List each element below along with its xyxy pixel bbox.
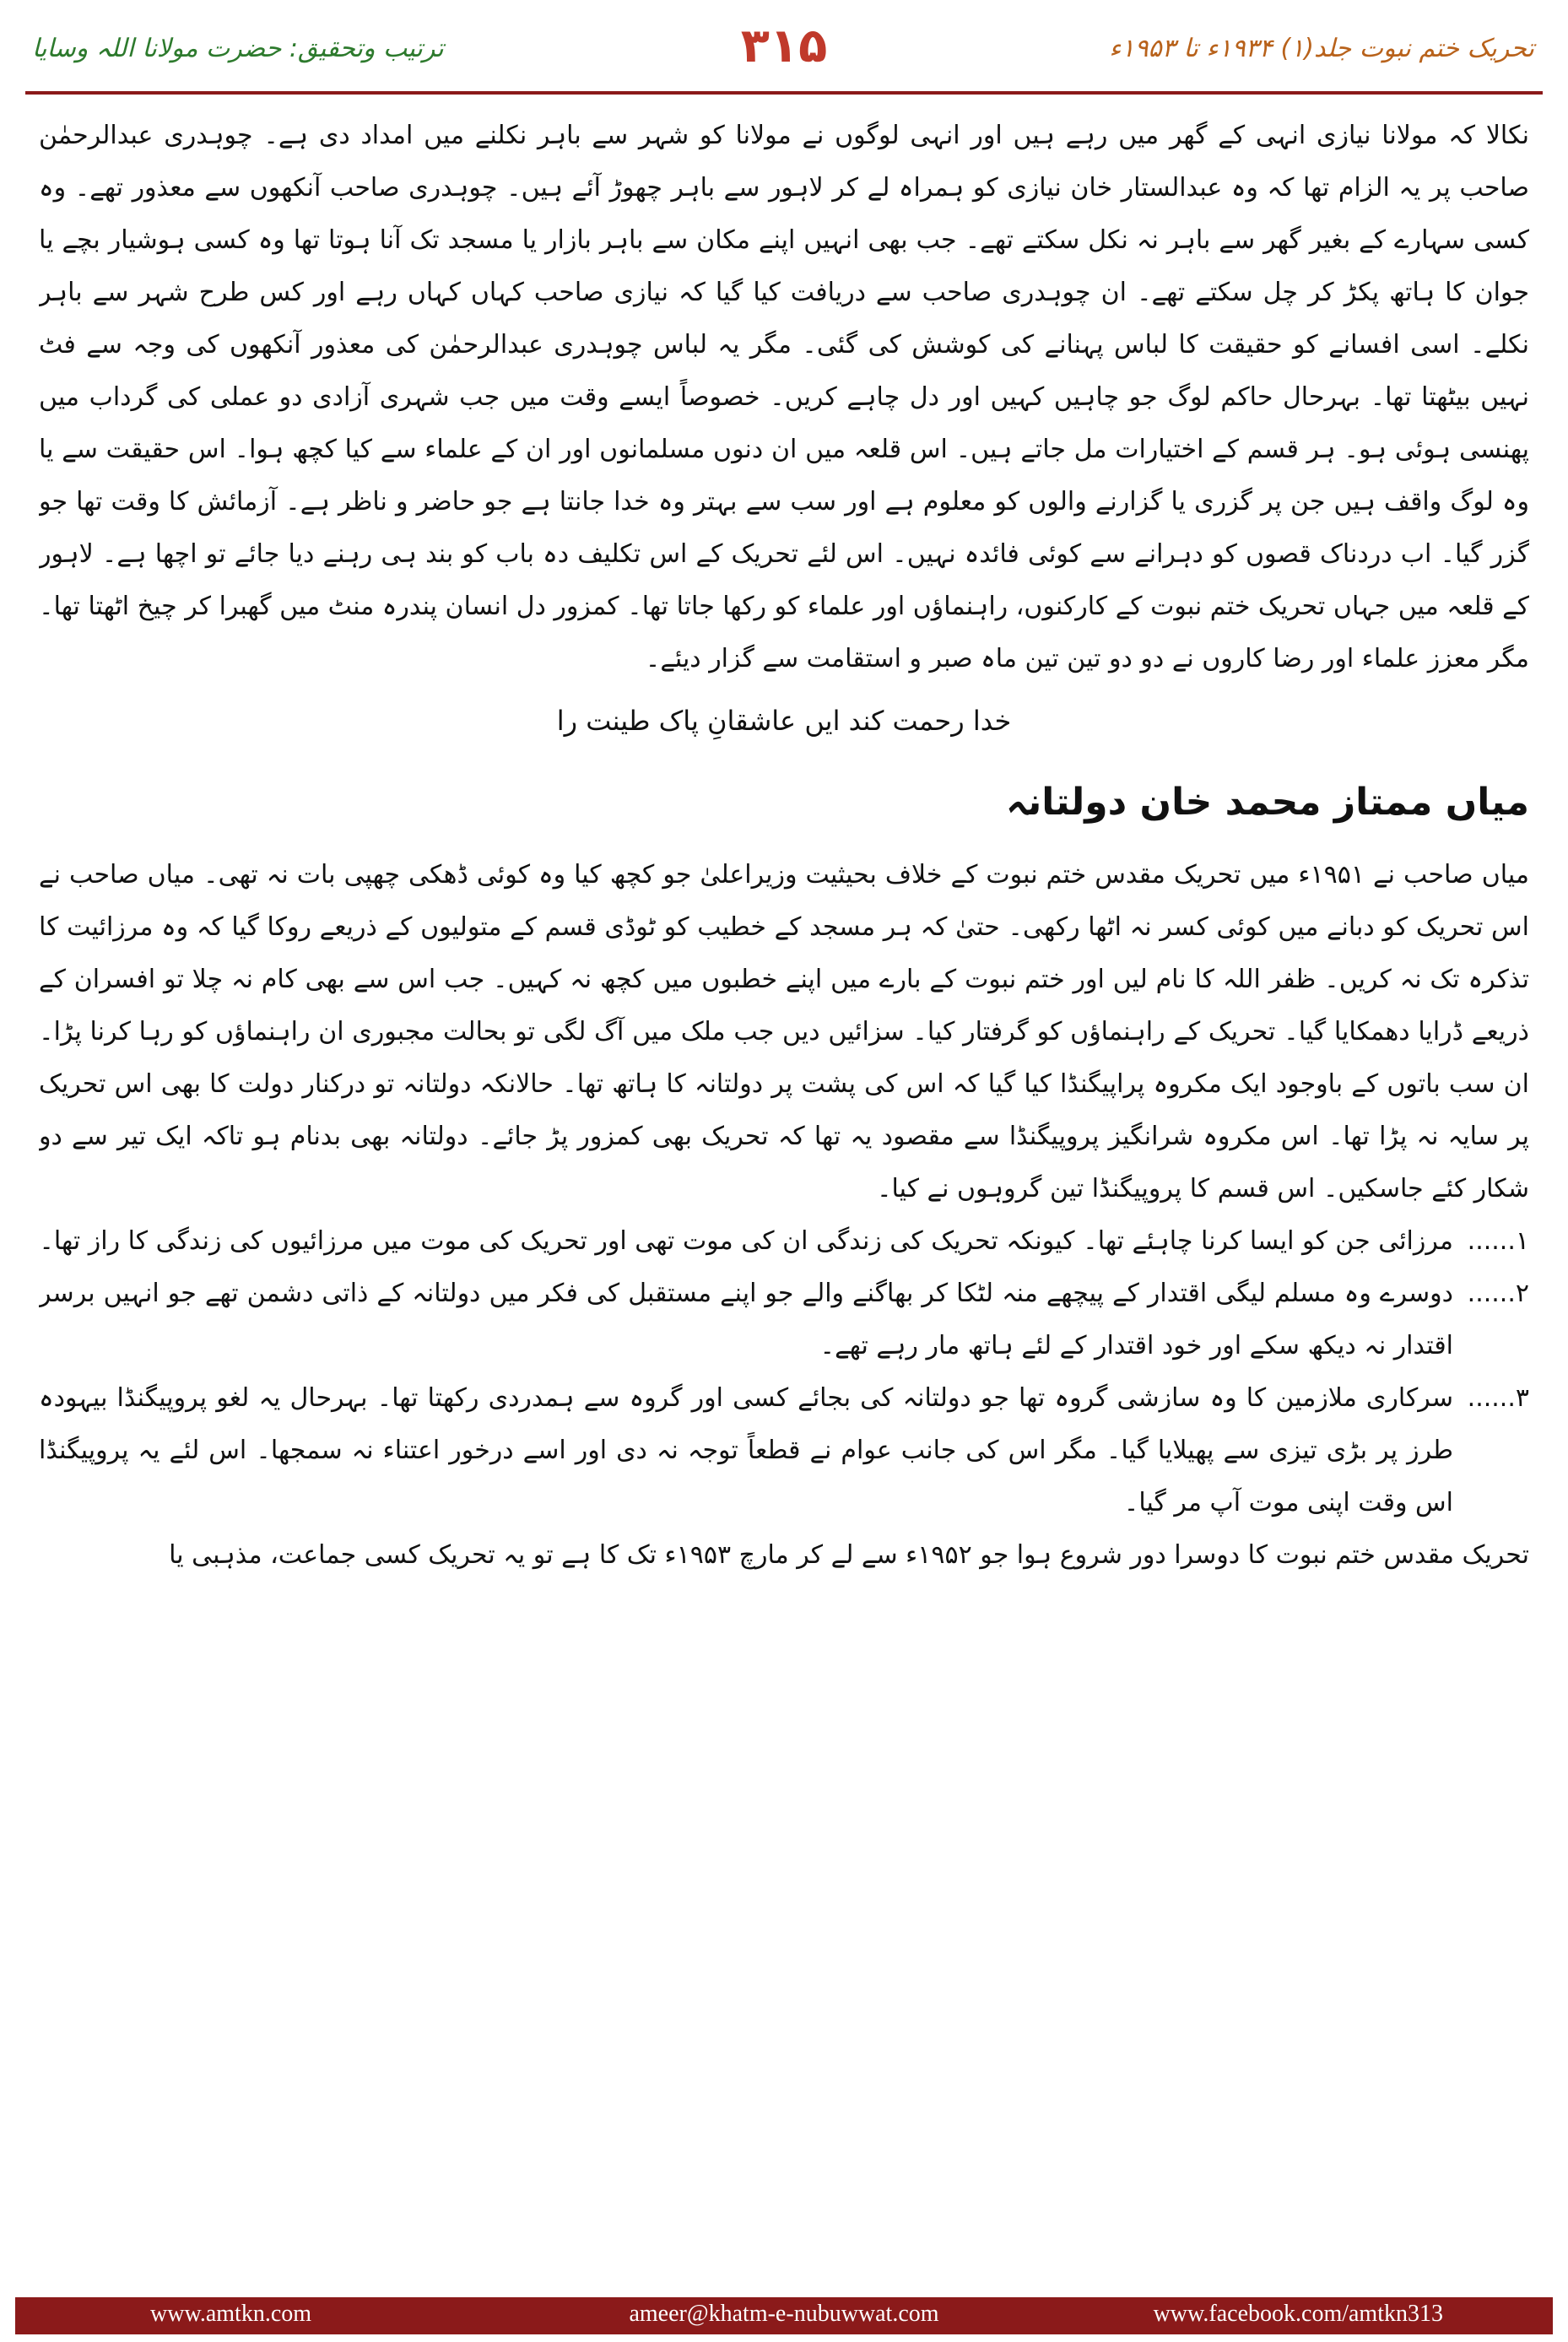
- book-title: تحریک ختم نبوت جلد(۱) ۱۹۳۴ء تا ۱۹۵۳ء: [1109, 34, 1534, 63]
- paragraph-3: تحریک مقدس ختم نبوت کا دوسرا دور شروع ہوا جو ۱۹۵۲ء سے لے کر مارچ ۱۹۵۳ء تک کا ہے تو یہ تحریک کسی جماعت، مذہبی یا: [169, 1540, 1529, 1570]
- compiler-credit: ترتیب وتحقیق: حضرت مولانا اللہ وسایا: [32, 34, 444, 63]
- section-heading: میاں ممتاز محمد خان دولتانہ: [1006, 781, 1529, 824]
- website-link[interactable]: www.amtkn.com: [150, 2301, 312, 2327]
- list-item: [39, 1268, 1529, 1372]
- persian-couplet: خدا رحمت کند ایں عاشقانِ پاک طینت را: [556, 705, 1012, 737]
- list-item-number: ۲......: [1467, 1279, 1529, 1308]
- list-item-text: مرزائی جن کو ایسا کرنا چاہئے تھا۔ کیونکہ تحریک کی زندگی ان کی موت تھی اور تحریک کی موت میں مرزائیوں کی زندگی کا راز تھا۔: [39, 1226, 1453, 1256]
- page-header: [0, 0, 1568, 84]
- email-link[interactable]: ameer@khatm-e-nubuwwat.com: [629, 2301, 939, 2327]
- paragraph-1: نکالا کہ مولانا نیازی انہی کے گھر میں رہے ہیں اور انہی لوگوں نے مولانا کو شہر سے باہر نکلنے میں امداد دی ہے۔ چوہدری عبدالرحمٰن صاحب پر یہ الزام تھا کہ وہ عبدالستار خان نیازی کو ہمراہ لے کر لاہور سے باہر چھوڑ آئے ہیں۔ چوہدری صاحب آنکھوں سے معذور تھے۔ وہ کسی سہارے کے بغیر گھر سے باہر نہ نکل سکتے تھے۔ جب بھی انہیں اپنے مکان سے باہر بازار یا مسجد تک آنا ہوتا تھا وہ کسی ہوشیار بچے یا جوان کا ہاتھ پکڑ کر چل سکتے تھے۔ ان چوہدری صاحب سے دریافت کیا گیا کہ نیازی صاحب کہاں کہاں رہے اور کس طرح شہر سے باہر نکلے۔ اسی افسانے کو حقیقت کا لباس پہنانے کی کوشش کی گئی۔ مگر یہ لباس چوہدری عبدالرحمٰن کی معذور آنکھوں کی وجہ سے فٹ نہیں بیٹھتا تھا۔ بہرحال حاکم لوگ جو چاہیں کہیں اور دل چاہے کریں۔ خصوصاً ایسے وقت میں جب شہری آزادی دو عملی کی گرداب میں پھنسی ہوئی ہو۔ ہر قسم کے اختیارات مل جاتے ہیں۔ اس قلعہ میں ان دنوں مسلمانوں اور ان کے علماء سے کیا کچھ ہوا۔ اس حقیقت سے یا وہ لوگ واقف ہیں جن پر گزری یا گزارنے والوں کو معلوم ہے اور سب سے بہتر وہ خدا جانتا ہے جو حاضر و ناظر ہے۔ آزمائش کا وقت تھا جو گزر گیا۔ اب دردناک قصوں کو دہرانے سے کوئی فائدہ نہیں۔ اس لئے تحریک کے اس تکلیف دہ باب کو بند ہی رہنے دیا جائے تو اچھا ہے۔ لاہور کے قلعہ میں جہاں تحریک ختم نبوت کے کارکنوں، راہنماؤں اور علماء کو رکھا جاتا تھا۔ کمزور دل انسان پندرہ منٹ میں گھبرا کر چیخ اٹھتا تھا۔ مگر معزز علماء اور رضا کاروں نے دو دو تین تین ماہ صبر و استقامت سے گزار دیئے۔: [39, 121, 1529, 673]
- header-divider: [25, 91, 1543, 95]
- page-footer: [15, 2297, 1553, 2334]
- list-item-text: دوسرے وہ مسلم لیگی اقتدار کے پیچھے منہ لٹکا کر بھاگنے والے جو اپنے مستقبل کی فکر میں دولتانہ کے ذاتی دشمن تھے جو انہیں برسر اقتدار نہ دیکھ سکے اور خود اقتدار کے لئے ہاتھ مار رہے تھے۔: [39, 1279, 1453, 1360]
- page-body: [39, 110, 1529, 2279]
- facebook-link[interactable]: www.facebook.com/amtkn313: [1153, 2301, 1443, 2327]
- list-item-text: سرکاری ملازمین کا وہ سازشی گروہ تھا جو دولتانہ کی بجائے کسی اور گروہ سے ہمدردی رکھتا تھا۔ بہرحال یہ لغو پروپیگنڈا بیہودہ طرز پر بڑی تیزی سے پھیلایا گیا۔ مگر اس کی جانب عوام نے قطعاً توجہ نہ دی اور اسے درخور اعتناء نہ سمجھا۔ اس لئے یہ پروپیگنڈا اس وقت اپنی موت آپ مر گیا۔: [39, 1383, 1453, 1517]
- page-number: ۳۱۵: [740, 19, 828, 73]
- list-item-number: ۱......: [1467, 1226, 1529, 1256]
- list-item: [39, 1372, 1529, 1529]
- list-item-number: ۳......: [1467, 1383, 1529, 1413]
- paragraph-2: میاں صاحب نے ۱۹۵۱ء میں تحریک مقدس ختم نبوت کے خلاف بحیثیت وزیراعلیٰ جو کچھ کیا وہ کوئی ڈھکی چھپی بات نہ تھی۔ میاں صاحب نے اس تحریک کو دبانے میں کوئی کسر نہ اٹھا رکھی۔ حتیٰ کہ ہر مسجد کے خطیب کو ٹوڈی قسم کے متولیوں کے ذریعے روکا گیا کہ وہ مرزائیت کا تذکرہ تک نہ کریں۔ ظفر اللہ کا نام لیں اور ختم نبوت کے بارے میں اپنے خطبوں میں کچھ نہ کہیں۔ جب اس سے بھی کام نہ چلا تو افسران کے ذریعے ڈرایا دھمکایا گیا۔ تحریک کے راہنماؤں کو گرفتار کیا۔ سزائیں دیں جب ملک میں آگ لگی تو بحالت مجبوری ان راہنماؤں کو رہا کرنا پڑا۔ ان سب باتوں کے باوجود ایک مکروہ پراپیگنڈا کیا گیا کہ اس کی پشت پر دولتانہ کا ہاتھ تھا۔ حالانکہ دولتانہ تو درکنار دولت کا بھی اس تحریک پر سایہ نہ پڑا تھا۔ اس مکروہ شرانگیز پروپیگنڈا سے مقصود یہ تھا کہ تحریک بھی کمزور پڑ جائے۔ دولتانہ بھی بدنام ہو تاکہ ایک تیر سے دو شکار کئے جاسکیں۔ اس قسم کا پروپیگنڈا تین گروہوں نے کیا۔: [39, 860, 1529, 1203]
- list-item: [39, 1215, 1529, 1268]
